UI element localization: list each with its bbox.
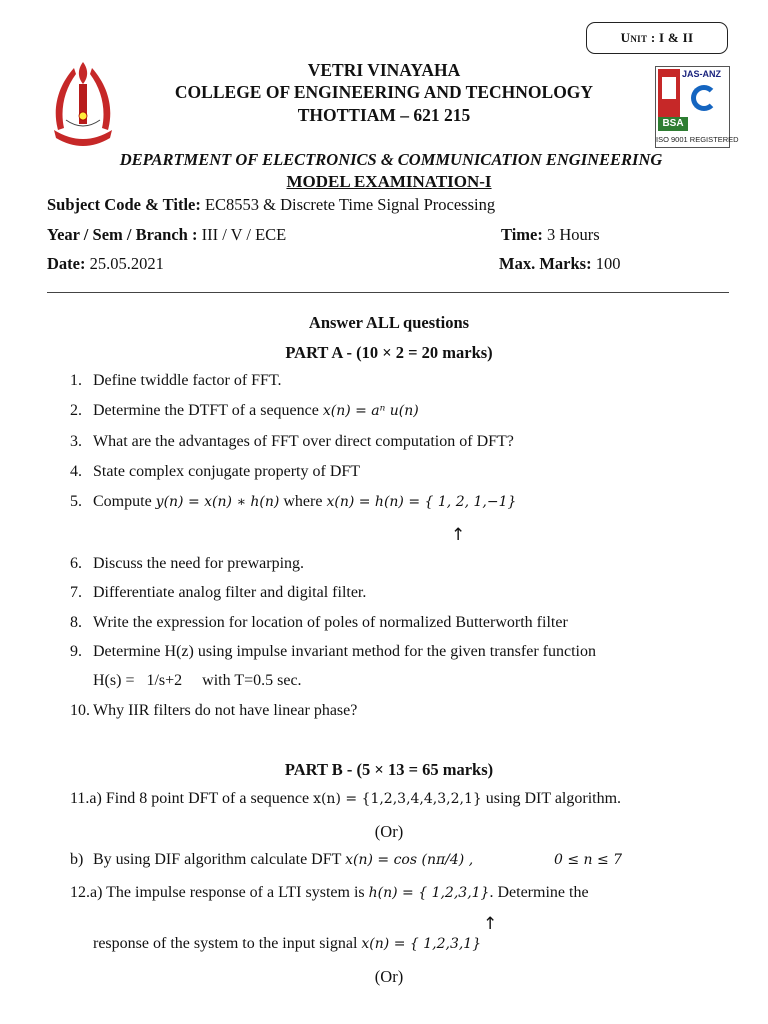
time-value: 3 Hours (546, 225, 600, 244)
question-text-mid: where (279, 493, 327, 510)
subject-info (47, 195, 495, 215)
question-8 (70, 614, 568, 632)
question-number: b) (70, 851, 84, 868)
question-11a (70, 790, 621, 808)
question-2 (70, 402, 419, 420)
question-text: Write the expression for location of poles of normalized Butterworth filter (93, 614, 568, 631)
math-expression: y(n) = x(n) ∗ h(n) (155, 494, 280, 510)
question-7 (70, 584, 366, 602)
question-3 (70, 433, 514, 451)
origin-arrow-icon: ↑ (451, 525, 466, 545)
cert-bottom-text: ISO 9001 REGISTERED (656, 135, 739, 144)
time-info (501, 225, 600, 245)
unit-value: : I & II (650, 30, 694, 45)
question-text: Determine the DTFT of a sequence (93, 402, 323, 419)
date-value: 25.05.2021 (89, 254, 164, 273)
question-text: State complex conjugate property of DFT (93, 463, 361, 480)
part-a-title: PART A - (10 × 2 = 20 marks) (285, 343, 493, 362)
year-label: Year / Sem / Branch : (47, 225, 198, 244)
unit-label: Unit (620, 30, 648, 45)
question-number: 6. (70, 555, 82, 572)
question-text: Differentiate analog filter and digital filter. (93, 584, 367, 601)
year-info (47, 225, 286, 245)
math-expression: x(n) = aⁿ u(n) (322, 403, 419, 419)
cert-top-text: JAS-ANZ (682, 69, 722, 79)
question-6 (70, 555, 304, 573)
question-number: 12.a) (70, 884, 103, 901)
range-expression: 0 ≤ n ≤ 7 (554, 852, 623, 868)
question-text: Compute (93, 493, 156, 510)
question-text-end: . Determine the (489, 884, 589, 901)
question-text: By using DIF algorithm calculate DFT (93, 851, 346, 868)
college-name-line2: COLLEGE OF ENGINEERING AND TECHNOLOGY (174, 82, 594, 102)
question-4 (70, 463, 360, 481)
question-11b (70, 851, 473, 869)
question-10 (70, 702, 357, 720)
subject-label: Subject Code & Title: (47, 195, 201, 214)
date-label: Date: (47, 254, 86, 273)
subject-value: EC8553 & Discrete Time Signal Processing (204, 195, 496, 214)
question-number: 5. (70, 493, 82, 510)
year-value: III / V / ECE (201, 225, 287, 244)
part-b-title: PART B - (5 × 13 = 65 marks) (284, 760, 494, 779)
question-text-end: using DIT algorithm. (481, 790, 622, 807)
time-label: Time: (501, 225, 543, 244)
college-name-line1: VETRI VINAYAHA (307, 60, 461, 80)
math-expression: h(n) = { 1,2,3,1} (368, 885, 490, 901)
question-1 (70, 372, 282, 390)
math-expression: x(n) = {1,2,3,4,4,3,2,1} (313, 791, 482, 807)
instructions: Answer ALL questions (308, 313, 470, 332)
or-separator: (Or) (374, 967, 404, 986)
question-text: Discuss the need for prewarping. (93, 555, 305, 572)
question-5 (70, 493, 516, 511)
question-number: 10. (70, 702, 90, 719)
question-number: 9. (70, 643, 82, 660)
department-title: DEPARTMENT OF ELECTRONICS & COMMUNICATION ENGINEERING (119, 150, 663, 169)
question-9-function: H(s) = 1/s+2 with T=0.5 sec. (93, 672, 302, 689)
math-expression-sequence: x(n) = h(n) = { 1, 2, 1,−1} (326, 494, 517, 510)
question-number: 7. (70, 584, 82, 601)
or-separator: (Or) (374, 822, 404, 841)
question-text: Find 8 point DFT of a sequence (101, 790, 314, 807)
math-expression: x(n) = cos (nπ/4) , (345, 852, 474, 868)
marks-info (499, 254, 620, 274)
question-text: response of the system to the input signal (93, 935, 362, 952)
unit-box (586, 22, 728, 54)
origin-arrow-icon: ↑ (483, 914, 498, 934)
question-text: What are the advantages of FFT over direct computation of DFT? (93, 433, 514, 450)
exam-title: MODEL EXAMINATION-I (286, 172, 492, 191)
cert-left-text: BSA (658, 117, 688, 131)
math-expression: x(n) = { 1,2,3,1} (361, 936, 482, 952)
question-12a (70, 884, 589, 902)
question-number: 3. (70, 433, 82, 450)
college-address: THOTTIAM – 621 215 (297, 105, 471, 125)
question-number: 11.a) (70, 790, 102, 807)
question-number: 4. (70, 463, 82, 480)
question-number: 2. (70, 402, 82, 419)
question-text: The impulse response of a LTI system is (102, 884, 369, 901)
marks-label: Max. Marks: (499, 254, 592, 273)
question-text: Determine H(z) using impulse invariant method for the given transfer function (93, 643, 596, 660)
question-text: Define twiddle factor of FFT. (93, 372, 282, 389)
question-12a-continued (93, 935, 481, 953)
marks-value: 100 (595, 254, 621, 273)
question-9 (70, 643, 596, 661)
question-number: 1. (70, 372, 82, 389)
question-number: 8. (70, 614, 82, 631)
divider (47, 292, 729, 293)
date-info (47, 254, 164, 274)
question-text: Why IIR filters do not have linear phase? (93, 702, 358, 719)
